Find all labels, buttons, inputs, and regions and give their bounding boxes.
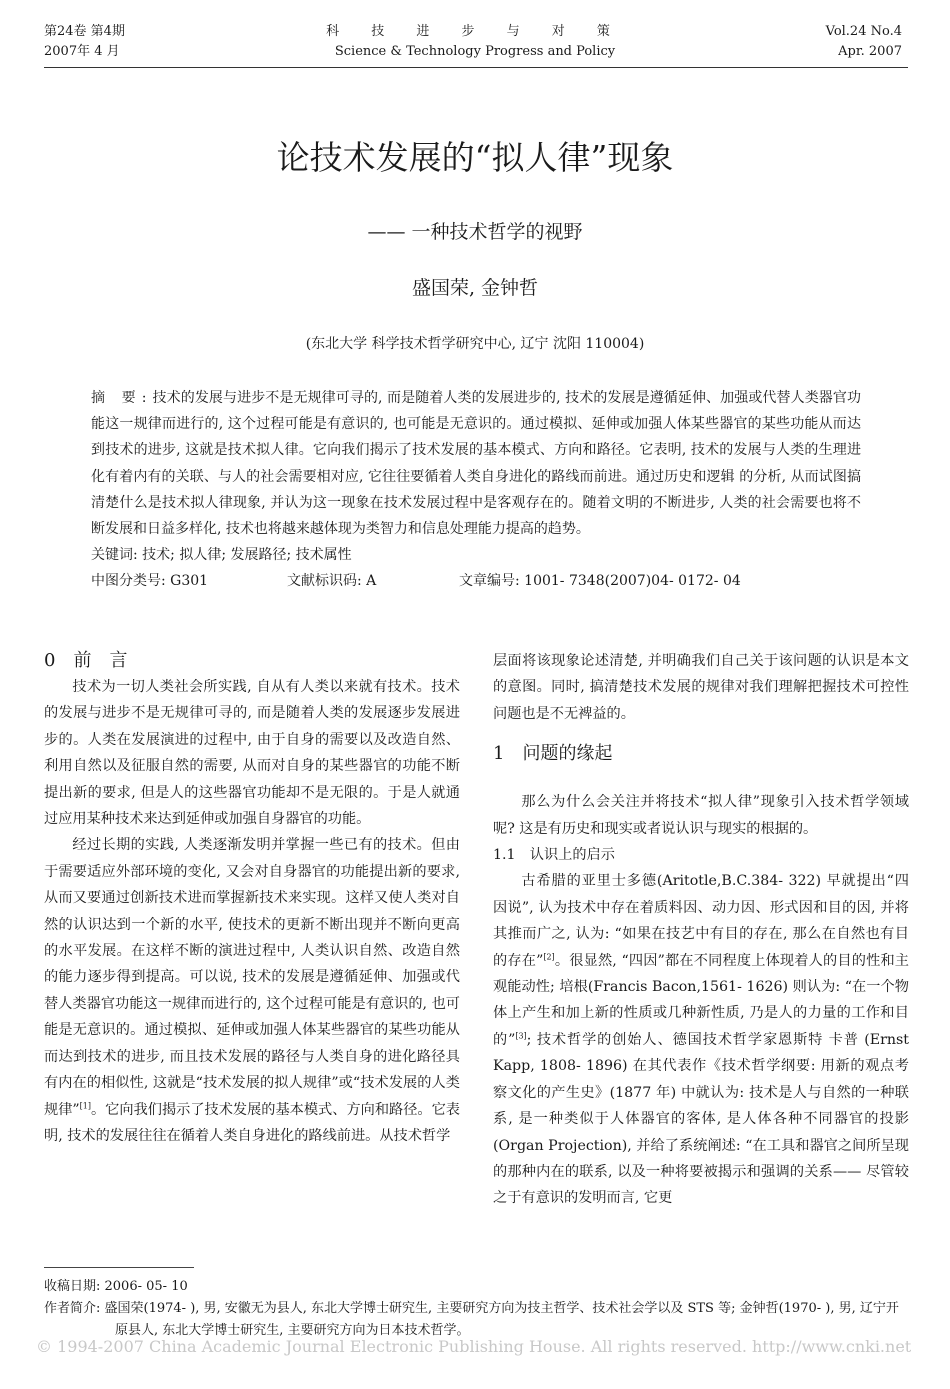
journal-name-en: Science & Technology Progress and Policy — [334, 44, 616, 59]
abstract-block — [91, 385, 861, 594]
issue-date: 2007年 4 月 — [44, 44, 120, 59]
classification-row — [91, 568, 861, 594]
paragraph-text: 经过长期的实践, 人类逐渐发明并掌握一些已有的技术。但由于需要适应外部环境的变化, 又会对自身器官的功能提出新的要求, 从而又要通过创新技术进而掌握新技术来实现。这样又使人类对自然的认识达到一个新的水平, 使技术的更新不断出现并不断向更高的水平发展。在这样不断的演进过程中, 人类认识自然、改造自然的能力逐步得到提高。可以说, 技术的发展是遵循延伸、加强或代替人类器官功能这一规律而进行的, 这个过程可能是有意识的, 也可能是无意识的。通过模拟、延伸或加强人体某些器官的某些功能从而达到技术的进步, 而且技术发展的路径与人类自身的进化路径具有内在的相似性, 这就是“技术发展的拟人规律”或“技术发展的人类规律” — [44, 837, 460, 1118]
copyright-watermark: © 1994-2007 China Academic Journal Electronic Publishing House. All rights reserved. http://www.cnki.net — [36, 1337, 912, 1356]
issue-date-en: Apr. 2007 — [838, 44, 902, 59]
abstract-text — [91, 385, 861, 542]
paragraph: 那么为什么会关注并将技术“拟人律”现象引入技术哲学领域呢? 这是有历史和现实或者说认识与现实的根据的。 — [493, 794, 909, 837]
paragraph-text: 。它向我们揭示了技术发展的基本模式、方向和路径。它表明, 技术的发展往往在循着人类自身进化的路线前进。从技术哲学 — [44, 1101, 460, 1144]
abstract-body: 技术的发展与进步不是无规律可寻的, 而是随着人类的发展进步的, 技术的发展是遵循延伸、加强或代替人类器官功能这一规律而进行的, 这个过程可能是有意识的, 也可能是无意识的。通过模拟、延伸或加强人体某些器官的某些功能从而达到技术的进步, 这就是技术拟人律。它向我们揭示了技术发展的基本模式、方向和路径。它表明, 技术的发展与人类的生理进化有着内有的关联、与人的社会需要相对应, 它往往要循着人类自身进化的路线而前进。通过历史和逻辑 的分析, 从而试图搞清楚什么是技术拟人律现象, 并认为这一现象在技术发展过程中是客观存在的。随着文明的不断进步, 人类的社会需要也将不断发展和日益多样化, 技术也将越来越体现为类智力和信息处理能力提高的趋势。 — [91, 390, 861, 538]
footnotes — [44, 1276, 910, 1342]
left-column — [44, 648, 460, 1149]
paragraph — [44, 832, 460, 1149]
journal-volume-en — [826, 22, 902, 62]
section-heading-origin: 1 问题的缘起 — [493, 743, 613, 765]
abstract-label: 摘 要: — [91, 390, 153, 406]
author-bio: 作者简介: 盛国荣(1974- ), 男, 安徽无为县人, 东北大学博士研究生, 主要研究方向为技主哲学、技术社会学以及 STS 等; 金钟哲(1970- ), 男, 辽宁开原县人, 东北大学博士研究生, 主要研究方向为日本技术哲学。 — [44, 1301, 899, 1338]
document-code: 文献标识码: A — [287, 573, 377, 590]
paragraph: 技术为一切人类社会所实践, 自从有人类以来就有技术。技术的发展与进步不是无规律可寻的, 而是随着人类的发展逐步发展进步的。人类在发展演进的过程中, 由于自身的需要以及改造自然、利用自然以及征服自然的需要, 从而对自身的某些器官的功能不断提出新的要求, 但是人的这些器官功能却不是无限的。于是人就通过应用某种技术来达到延伸或加强自身器官的功能。 — [44, 679, 460, 828]
journal-name — [300, 22, 650, 62]
article-title: 论技术发展的“拟人律”现象 — [276, 138, 674, 177]
clc-number: 中图分类号: G301 — [91, 573, 209, 590]
paragraph-text: 。很显然, “四因”都在不同程度上体现着人的目的性和主观能动性; 培根(Francis Bacon,1561- 1626) 则认为: “在一个物体上产生和加上新的性质或几种新性质, 乃是人的力量的工作和目的” — [493, 952, 909, 1048]
right-column — [493, 648, 909, 1212]
article-subtitle: —— 一种技术哲学的视野 — [367, 221, 583, 243]
journal-name-cn: 科 技 进 步 与 对 策 — [326, 24, 624, 39]
volume-issue-en: Vol.24 No.4 — [825, 24, 902, 39]
footnote-rule — [44, 1267, 194, 1268]
keywords: 关键词: 技术; 拟人律; 发展路径; 技术属性 — [91, 547, 352, 564]
citation-2[interactable]: [2] — [543, 951, 555, 961]
citation-1[interactable]: [1] — [79, 1100, 91, 1110]
article-number: 文章编号: 1001- 7348(2007)04- 0172- 04 — [459, 573, 741, 590]
paragraph-text: ; 技术哲学的创始人、德国技术哲学家恩斯特 卡普 (Ernst Kapp, 1808- 1896) 在其代表作《技术哲学纲要: 用新的观点考察文化的产生史》(1877 年) 中就认为: 技术是人与自然的一种联系, 是一种类似于人体器官的客体, 是人体各种不同器官的投影(Organ Projection), 并给了系统阐述: “在工具和器官之间所呈现的那种内在的联系, 以及一种将要被揭示和强调的关系—— 尽管较之于有意识的发明而言, 它更 — [493, 1031, 909, 1207]
paragraph — [493, 868, 909, 1211]
volume-issue: 第24卷 第4期 — [44, 24, 125, 39]
article-authors: 盛国荣, 金钟哲 — [411, 277, 539, 299]
paragraph-text: 古希腊的亚里士多德(Aritotle,B.C.384- 322) 早就提出“四因说”, 认为技术中存在着质料因、动力因、形式因和目的因, 并将其推而广之, 认为: “如果在技艺中有目的存在, 那么在自然也有目的存在” — [493, 873, 909, 969]
journal-volume — [44, 22, 125, 62]
author-affiliation: (东北大学 科学技术哲学研究中心, 辽宁 沈阳 110004) — [305, 336, 645, 352]
section-heading-preface: 0 前 言 — [44, 650, 128, 671]
received-date: 收稿日期: 2006- 05- 10 — [44, 1279, 188, 1294]
header-rule — [44, 67, 908, 68]
citation-3[interactable]: [3] — [515, 1031, 527, 1041]
paragraph: 层面将该现象论述清楚, 并明确我们自己关于该问题的认识是本文的意图。同时, 搞清楚技术发展的规律对我们理解把握技术可控性问题也是不无裨益的。 — [493, 653, 909, 722]
subsection-heading: 1.1 认识上的启示 — [493, 847, 615, 864]
